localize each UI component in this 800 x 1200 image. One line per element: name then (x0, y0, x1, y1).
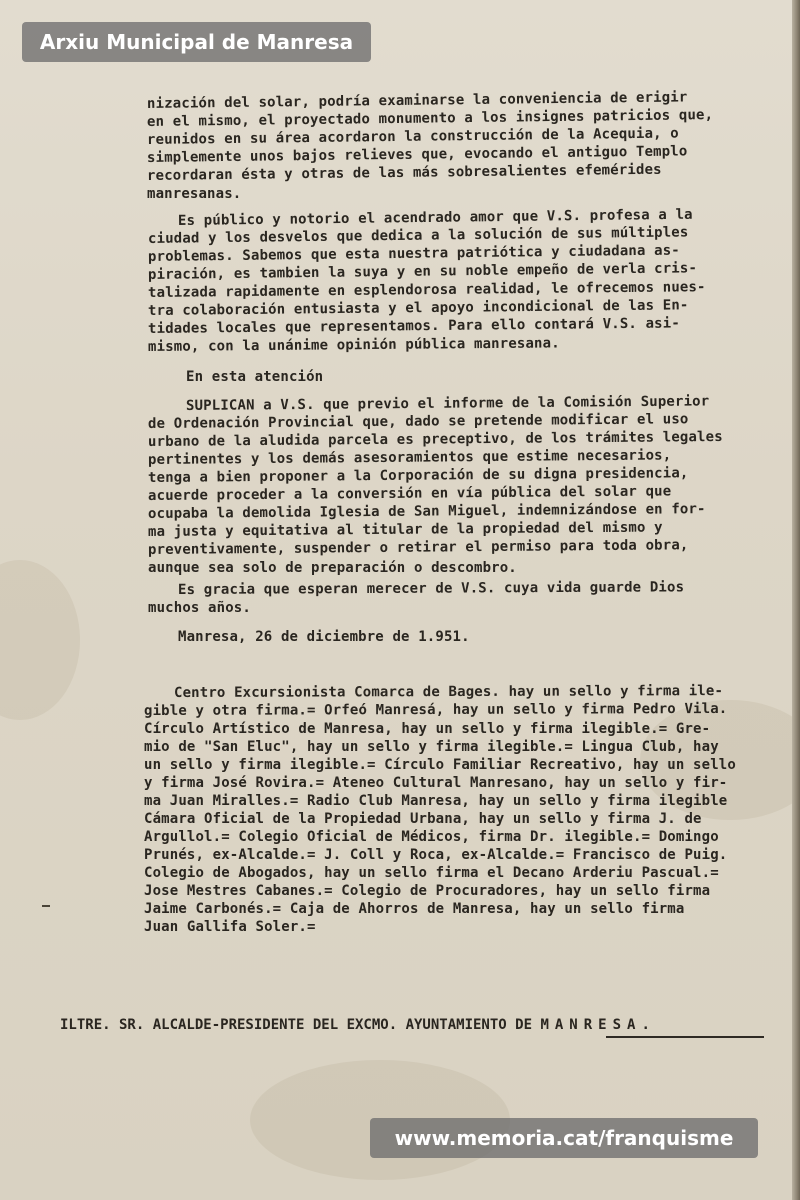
attention-line: En esta atención (186, 369, 324, 385)
text-line: tenga a bien proponer a la Corporación de su digna presidencia, (147, 465, 689, 486)
signatory-line: mio de "San Eluc", hay un sello y firma ilegible.= Lingua Club, hay (144, 739, 719, 755)
text-line: manresanas. (147, 186, 242, 202)
signatory-line: Colegio de Abogados, hay un sello firma el Decano Arderiu Pascual.= (144, 865, 719, 881)
text-line: recordaran ésta y otras de las más sobresalientes efemérides (146, 161, 662, 184)
text-line: urbano de la aludida parcela es preceptivo, de los trámites legales (147, 428, 723, 450)
text-line: mismo, con la unánime opinión pública manresana. (147, 335, 560, 355)
text-line: problemas. Sabemos que esta nuestra patriótica y ciudadana as- (147, 242, 680, 265)
signatory-line: Centro Excursionista Comarca de Bages. hay un sello y firma ile- (173, 683, 724, 701)
text-line: talizada rapidamente en esplendorosa realidad, le ofrecemos nues- (147, 279, 706, 301)
text-line: tra colaboración entusiasta y el apoyo incondicional de las En- (147, 297, 689, 319)
archive-watermark-badge: Arxiu Municipal de Manresa (22, 22, 371, 62)
text-line: tidades locales que representamos. Para ello contará V.S. asi- (147, 315, 680, 337)
site-watermark-badge: www.memoria.cat/franquisme (370, 1118, 758, 1158)
text-line: simplemente unos bajos relieves que, evocando el antiguo Templo (146, 143, 688, 166)
signatory-line: Jaime Carbonés.= Caja de Ahorros de Manresa, hay un sello firma (144, 901, 685, 917)
text-line: preventivamente, suspender o retirar el permiso para toda obra, (147, 537, 689, 558)
text-line: ocupaba la demolida Iglesia de San Miguel, indemnizándose en for- (147, 501, 706, 522)
text-line: en el mismo, el proyectado monumento a los insignes patricios que, (146, 107, 714, 130)
text-line: de Ordenación Provincial que, dado se pretende modificar el uso (147, 411, 689, 432)
addressee-line (60, 1016, 656, 1034)
signatory-line: ma Juan Miralles.= Radio Club Manresa, hay un sello y firma ilegible (144, 793, 728, 809)
signatory-line: Juan Gallifa Soler.= (144, 919, 316, 935)
addressee-prefix: ILTRE. SR. ALCALDE-PRESIDENTE DEL EXCMO. AYUNTAMIENTO DE (60, 1017, 541, 1033)
date-line: Manresa, 26 de diciembre de 1.951. (178, 629, 470, 645)
signatory-line: y firma José Rovira.= Ateneo Cultural Manresano, hay un sello y fir- (144, 775, 728, 791)
signatory-line: Prunés, ex-Alcalde.= J. Coll y Roca, ex-Alcalde.= Francisco de Puig. (144, 847, 728, 863)
text-line: ciudad y los desvelos que dedica a la solución de sus múltiples (147, 224, 689, 247)
text-line: ma justa y equitativa al titular de la propiedad del mismo y (147, 519, 663, 540)
text-line: Es público y notorio el acendrado amor que V.S. profesa a la (177, 206, 693, 229)
text-line: reunidos en su área acordaron la construcción de la Acequia, o (146, 125, 679, 148)
stray-mark (42, 905, 50, 907)
text-line: Es gracia que esperan merecer de V.S. cuya vida guarde Dios (177, 579, 685, 598)
page-edge (792, 0, 800, 1200)
text-line: aunque sea solo de preparación o descombro. (148, 560, 517, 576)
signatory-line: Círculo Artístico de Manresa, hay un sello y firma ilegible.= Gre- (144, 721, 711, 737)
text-line: nización del solar, podría examinarse la conveniencia de erigir (146, 89, 688, 112)
text-line: pertinentes y los demás asesoramientos que estime necesarios, (147, 447, 672, 468)
signatory-line: Argullol.= Colegio Oficial de Médicos, firma Dr. ilegible.= Domingo (144, 829, 719, 845)
signatory-line: Jose Mestres Cabanes.= Colegio de Procuradores, hay un sello firma (144, 883, 711, 899)
addressee-city: MANRESA. (540, 1017, 656, 1033)
text-line: acuerde proceder a la conversión en vía pública del solar que (147, 483, 672, 504)
signatory-line: un sello y firma ilegible.= Círculo Familiar Recreativo, hay un sello (144, 757, 736, 773)
text-line: SUPLICAN a V.S. que previo el informe de la Comisión Superior (185, 393, 710, 414)
paper-stain (0, 560, 80, 720)
city-underline (606, 1036, 764, 1038)
text-line: muchos años. (148, 600, 251, 616)
text-line: piración, es tambien la suya y en su noble empeño de verla cris- (147, 260, 698, 283)
signatory-line: Cámara Oficial de la Propiedad Urbana, hay un sello y firma J. de (144, 811, 702, 827)
signatory-line: gible y otra firma.= Orfeó Manresá, hay un sello y firma Pedro Vila. (143, 700, 728, 719)
